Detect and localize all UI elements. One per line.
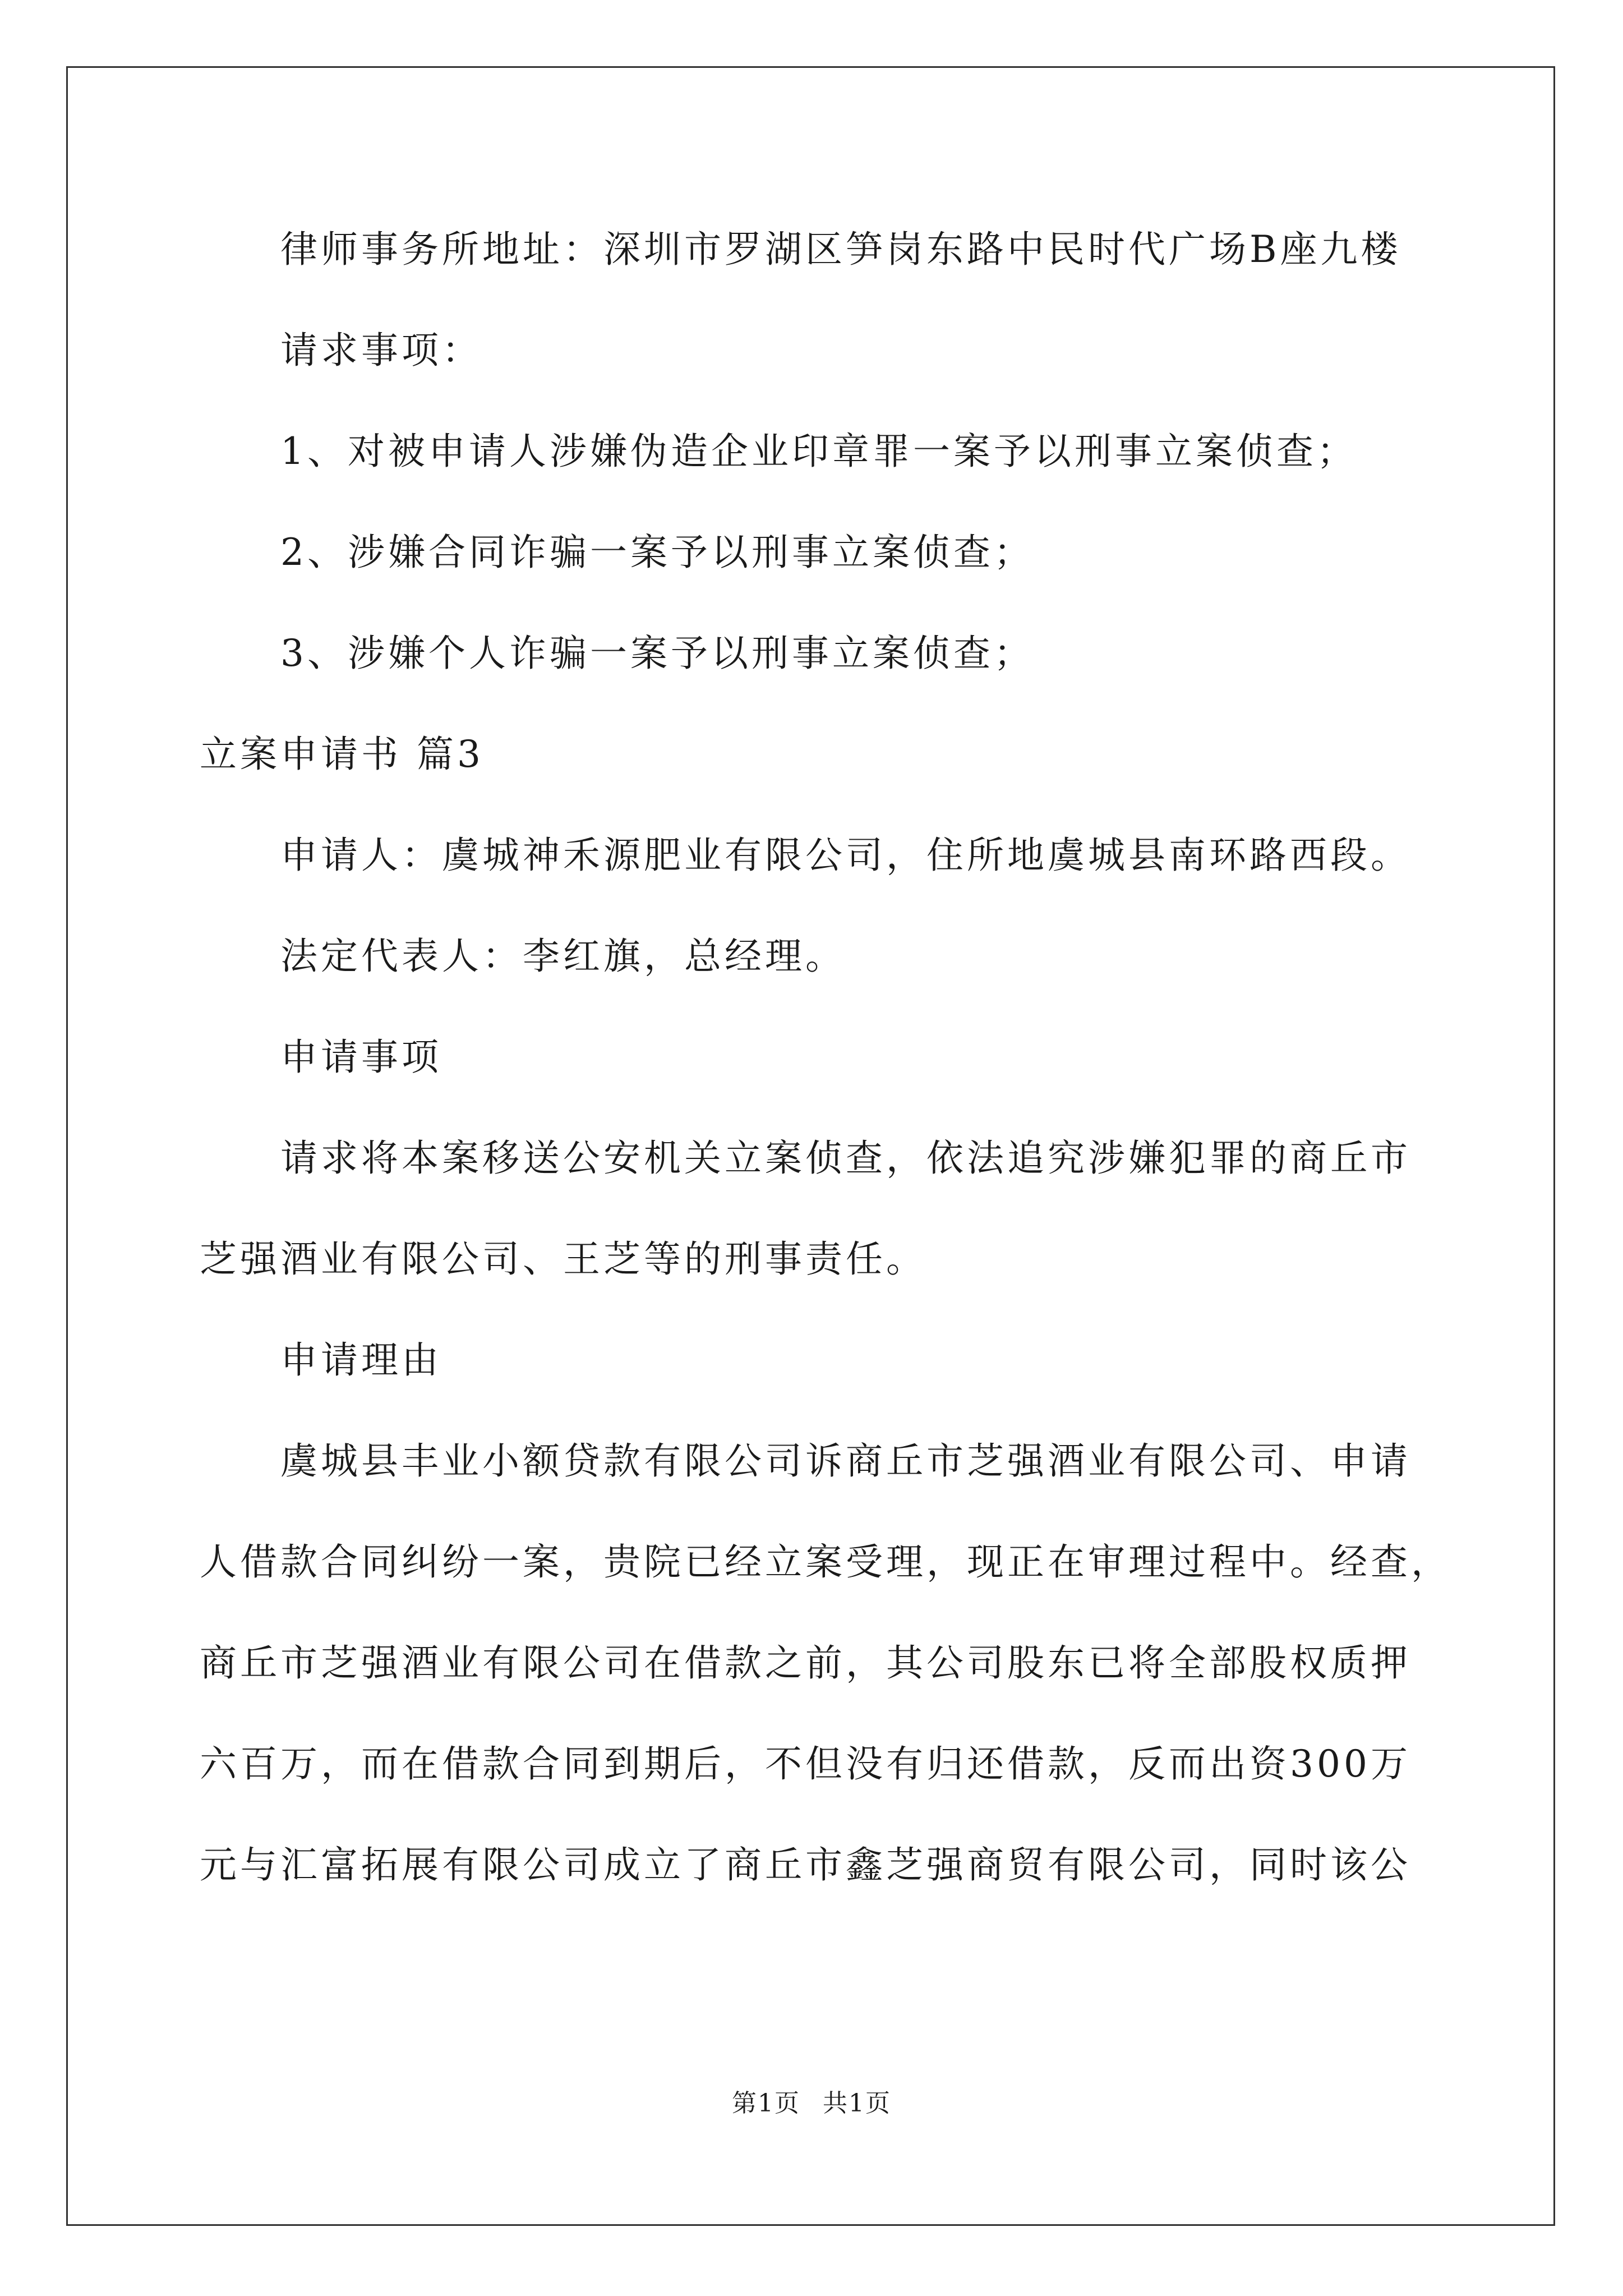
legal-representative-line: 法定代表人：李红旗，总经理。	[280, 935, 846, 978]
application-matters-heading: 申请事项	[280, 1036, 442, 1079]
paragraph-line: 虞城县丰业小额贷款有限公司诉商丘市芝强酒业有限公司、申请	[280, 1439, 1411, 1483]
paragraph-line: 元与汇富拓展有限公司成立了商丘市鑫芝强商贸有限公司，同时该公	[200, 1843, 1411, 1887]
section-title: 立案申请书 篇3	[200, 733, 484, 776]
application-reasons-heading: 申请理由	[280, 1338, 442, 1382]
request-item-3: 3、涉嫌个人诈骗一案予以刑事立案侦查；	[280, 632, 1034, 675]
request-item-2: 2、涉嫌合同诈骗一案予以刑事立案侦查；	[280, 531, 1034, 574]
paragraph-line: 芝强酒业有限公司、王芝等的刑事责任。	[200, 1237, 926, 1281]
paragraph-line: 人借款合同纠纷一案，贵院已经立案受理，现正在审理过程中。经查，	[200, 1540, 1451, 1584]
paragraph-line: 商丘市芝强酒业有限公司在借款之前，其公司股东已将全部股权质押	[200, 1641, 1411, 1685]
request-item-1: 1、对被申请人涉嫌伪造企业印章罪一案予以刑事立案侦查；	[280, 430, 1357, 473]
paragraph-line: 六百万，而在借款合同到期后，不但没有归还借款，反而出资300万	[200, 1742, 1411, 1786]
applicant-line: 申请人：虞城神禾源肥业有限公司，住所地虞城县南环路西段。	[280, 834, 1411, 877]
request-items-heading: 请求事项：	[280, 329, 482, 372]
page-total: 共1页	[823, 2089, 891, 2118]
paragraph-line: 请求将本案移送公安机关立案侦查，依法追究涉嫌犯罪的商丘市	[280, 1137, 1411, 1180]
lawfirm-address-line: 律师事务所地址：深圳市罗湖区笋岗东路中民时代广场B座九楼	[280, 228, 1401, 271]
page-footer	[0, 2087, 1623, 2120]
page-current: 第1页	[732, 2089, 800, 2118]
